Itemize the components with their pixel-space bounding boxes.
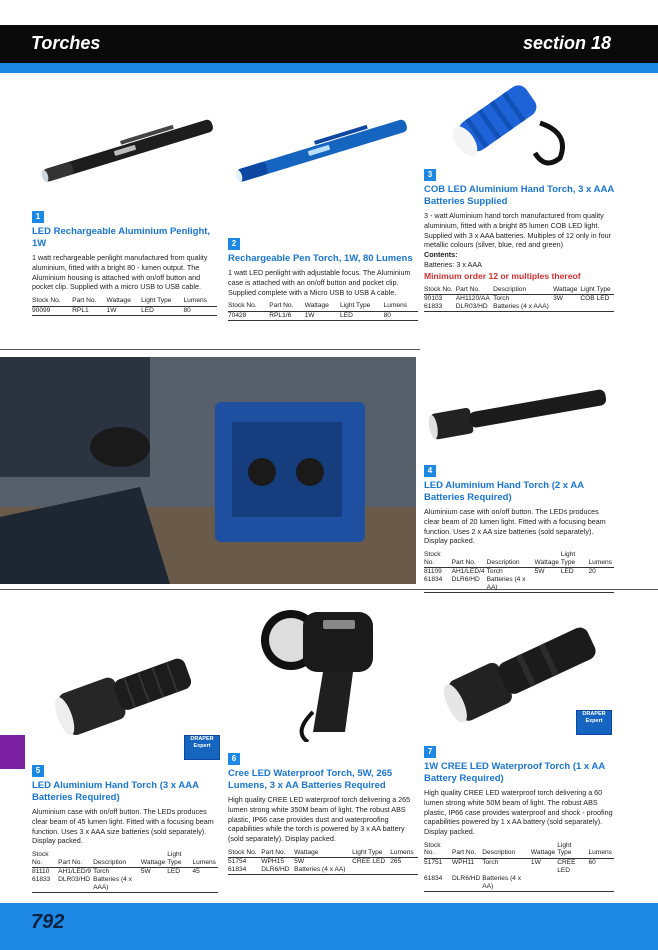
column-header: Lumens: [384, 302, 418, 311]
page-header: [0, 25, 658, 63]
table-cell: [531, 875, 557, 892]
product-3: [424, 164, 614, 312]
product-description: 1 watt LED penlight with adjustable focus. The Aluminium case is attached with an on/off button and pocket clip. Supplied complete with a Micro USB to USB A cable.: [228, 268, 411, 297]
column-header: Lumens: [193, 851, 219, 868]
table-cell: Batteries (4 x AAA): [493, 303, 553, 312]
logo-sub: Expert: [193, 743, 211, 749]
table-cell: CREE LED: [352, 858, 386, 866]
table-cell: LED: [560, 568, 574, 576]
aluminium-torch-3aaa-image: [45, 655, 200, 735]
lifestyle-photo-art: [0, 357, 416, 584]
table-cell: Torch: [493, 295, 510, 303]
column-header: Lumens: [184, 297, 217, 306]
table-row: [32, 868, 218, 877]
table-cell: 80: [384, 311, 418, 320]
header-stripe: [0, 63, 658, 73]
column-header: Wattage: [141, 851, 167, 868]
table-cell: 61834: [424, 576, 452, 593]
table-cell: [141, 876, 167, 893]
table-cell: [589, 875, 615, 892]
lifestyle-photo: [0, 357, 416, 584]
column-header: Light Type: [561, 551, 589, 568]
column-header: Part No.: [261, 849, 294, 858]
table-cell: [557, 875, 588, 892]
column-header: Light Type: [557, 842, 588, 859]
page-footer: [0, 903, 658, 950]
table-cell: WPH11: [452, 858, 475, 866]
product-title: Cree LED Waterproof Torch, 5W, 265 Lumens, 3 x AA Batteries Required: [228, 768, 393, 791]
product-title: LED Rechargeable Aluminium Penlight, 1W: [32, 226, 211, 249]
table-cell: CREE LED: [557, 858, 576, 874]
table-row: [424, 875, 614, 892]
column-header: Light Type: [580, 286, 614, 295]
column-header: Wattage: [553, 286, 580, 295]
product-description: Aluminium case with on/off button. The LEDs produces clear beam of 20 lumen light. Fitted with a focusing beam function. Uses 2 x AA size batteries (sold separately). Display packed.: [424, 507, 606, 546]
column-header: Stock No.: [32, 297, 72, 306]
spec-table: [424, 286, 614, 313]
table-cell: 5W: [140, 868, 151, 876]
table-cell: Batteries (4 x AAA): [93, 876, 141, 893]
column-header: Part No.: [456, 286, 493, 295]
product-title: COB LED Aluminium Hand Torch, 3 x AAA Batteries Supplied: [424, 184, 614, 207]
column-header: Part No.: [452, 551, 487, 568]
divider: [0, 349, 420, 350]
contents-label: Contents:: [424, 250, 458, 260]
logo-sub: Expert: [585, 718, 603, 724]
cree-waterproof-5w-image: [253, 592, 393, 742]
table-cell: [589, 576, 615, 593]
table-row: [32, 306, 217, 315]
table-cell: 60: [588, 858, 596, 866]
product-description: High quality CREE LED waterproof torch delivering a 265 lumen strong white 350M beam of light. The robust ABS plastic, IP66 case provides dust and waterproofing capabilities while the torch is powered by 3 x AA battery (sold separately). Display packed.: [228, 795, 411, 844]
column-header: Stock No.: [424, 286, 456, 295]
table-row: [424, 858, 614, 875]
logo-brand: DRAPER: [190, 736, 214, 742]
column-header: Light Type: [167, 851, 192, 868]
table-cell: Torch: [93, 868, 110, 876]
table-cell: 61833: [424, 303, 456, 312]
table-cell: AH1120/AA: [455, 295, 490, 303]
table-cell: 90099: [32, 306, 72, 315]
table-cell: 5W: [534, 568, 545, 576]
product-description: Aluminium case with on/off button. The LEDs produces clear beam of 45 lumen light. Fitted with a focusing beam function. Uses 3 x AAA size batteries (sold separately). Display packed.: [32, 807, 214, 846]
column-header: Part No.: [269, 302, 304, 311]
column-header: Lumens: [589, 551, 615, 568]
table-cell: DLR6/HD: [261, 866, 294, 875]
table-cell: 51754: [228, 858, 247, 866]
table-cell: RPL1: [72, 306, 106, 315]
column-header: Wattage: [531, 842, 557, 859]
spec-table: [424, 551, 614, 593]
table-cell: LED: [141, 306, 183, 315]
table-cell: 51751: [424, 858, 443, 866]
table-cell: [553, 303, 580, 312]
table-row: [228, 866, 418, 875]
table-cell: 1W: [530, 858, 541, 866]
column-header: Wattage: [294, 849, 352, 858]
product-number-badge: 2: [228, 238, 240, 250]
cob-torch-blue-image: [440, 78, 590, 173]
penlight-blue-image: [222, 115, 422, 185]
table-row: [424, 303, 614, 312]
table-cell: 80: [184, 306, 217, 315]
product-number-badge: 3: [424, 169, 436, 181]
table-cell: [193, 876, 219, 893]
column-header: Description: [482, 842, 531, 859]
column-header: Wattage: [305, 302, 340, 311]
spec-table: [228, 849, 418, 876]
draper-expert-logo: [576, 710, 612, 735]
product-number-badge: 1: [32, 211, 44, 223]
table-cell: [580, 303, 614, 312]
column-header: Part No.: [72, 297, 106, 306]
column-header: Description: [493, 286, 553, 295]
table-cell: Batteries (4 x AA): [482, 875, 531, 892]
column-header: Lumens: [589, 842, 615, 859]
product-number-badge: 5: [32, 765, 44, 777]
table-cell: 265: [390, 858, 402, 866]
table-row: [424, 576, 614, 593]
section-side-tab: [0, 735, 25, 769]
table-row: [32, 876, 218, 893]
column-header: Light Type: [352, 849, 390, 858]
column-header: Description: [93, 851, 141, 868]
product-title: Rechargeable Pen Torch, 1W, 80 Lumens: [228, 253, 413, 264]
table-cell: [167, 876, 192, 893]
product-title: LED Aluminium Hand Torch (3 x AAA Batteries Required): [32, 780, 199, 803]
product-description: High quality CREE LED waterproof torch delivering a 60 lumen strong white 50M beam of light. The robust ABS plastic, IP66 case provides waterproof and shock - proofing capabilities powered by 1 x AA battery (sold separately). Display packed.: [424, 788, 613, 837]
table-cell: DLR6/HD: [452, 576, 487, 593]
draper-expert-logo: [184, 735, 220, 760]
table-cell: 61834: [424, 875, 452, 892]
minimum-order-warning: Minimum order 12 or multiples thereof: [424, 270, 581, 281]
table-cell: DLR6/HD: [452, 875, 482, 892]
logo-brand: DRAPER: [582, 711, 606, 717]
column-header: Stock No.: [32, 851, 58, 868]
spec-table: [424, 842, 614, 892]
table-cell: [535, 576, 561, 593]
penlight-black-image: [28, 115, 228, 185]
table-cell: 1W: [305, 311, 340, 320]
column-header: Wattage: [535, 551, 561, 568]
product-description: 1 watt rechargeable penlight manufactured from quality aluminium, fitted with a bright 80 - lumen output. The Aluminium housing is attached with on/off button and pocket clip. Supplied with a micro USB to USB cable.: [32, 253, 208, 292]
table-cell: DLR03/HD: [456, 303, 493, 312]
table-row: [424, 568, 614, 577]
column-header: Stock No.: [424, 551, 452, 568]
section-title: Torches: [31, 33, 101, 53]
table-cell: [561, 576, 589, 593]
product-number-badge: 7: [424, 746, 436, 758]
table-cell: 5W: [294, 858, 305, 866]
table-cell: 20: [588, 568, 596, 576]
product-title: LED Aluminium Hand Torch (2 x AA Batteries Required): [424, 480, 584, 503]
column-header: Light Type: [141, 297, 183, 306]
table-row: [228, 311, 418, 320]
column-header: Stock No.: [424, 842, 452, 859]
table-cell: DLR03/HD: [58, 876, 93, 893]
product-4: [424, 460, 614, 593]
page-number: 792: [31, 911, 65, 933]
table-cell: [390, 866, 418, 875]
column-header: Stock No.: [228, 849, 261, 858]
table-row: [424, 295, 614, 304]
product-6: [228, 748, 418, 875]
table-cell: 81109: [424, 568, 442, 576]
table-cell: Batteries (4 x AA): [294, 866, 352, 875]
spec-table: [32, 297, 217, 316]
section-number: section 18: [522, 33, 611, 53]
table-cell: LED: [340, 311, 384, 320]
product-7: [424, 741, 614, 892]
product-5: [32, 760, 218, 893]
table-cell: Torch: [486, 568, 503, 576]
product-number-badge: 6: [228, 753, 240, 765]
table-cell: WPH15: [261, 858, 284, 866]
product-description: 3 - watt Aluminium hand torch manufactured from quality aluminium, fitted with a bright 85 lumen COB LED light. Supplied with 3 x AAA batteries. Multiples of 12 only in four metallic colours (silver, blue, red and green): [424, 211, 611, 250]
spec-table: [228, 302, 418, 321]
column-header: Light Type: [340, 302, 384, 311]
table-cell: Batteries (4 x AA): [487, 576, 535, 593]
table-cell: 3W: [553, 295, 563, 303]
table-row: [228, 858, 418, 867]
spec-table: [32, 851, 218, 893]
table-cell: 1W: [107, 306, 142, 315]
table-cell: 81110: [32, 868, 50, 876]
table-cell: LED: [167, 868, 181, 876]
table-cell: 61834: [228, 866, 261, 875]
cree-waterproof-1w-image: [428, 622, 608, 722]
table-cell: 70428: [228, 311, 269, 320]
column-header: Part No.: [452, 842, 482, 859]
table-cell: 90103: [424, 295, 443, 303]
product-title: 1W CREE LED Waterproof Torch (1 x AA Battery Required): [424, 761, 605, 784]
aluminium-torch-2aa-image: [423, 385, 613, 440]
table-cell: COB LED: [580, 295, 610, 303]
table-cell: Torch: [482, 858, 499, 866]
table-cell: AH1/LED/9: [58, 868, 92, 876]
column-header: Description: [487, 551, 535, 568]
column-header: Part No.: [58, 851, 93, 868]
table-cell: 45: [192, 868, 200, 876]
table-cell: RPL1/6: [269, 311, 304, 320]
table-cell: AH1/LED/4: [451, 568, 485, 576]
column-header: Wattage: [107, 297, 142, 306]
product-2: [228, 233, 418, 321]
table-cell: 61833: [32, 876, 58, 893]
column-header: Lumens: [390, 849, 418, 858]
column-header: Stock No.: [228, 302, 269, 311]
product-1: [32, 206, 217, 316]
table-cell: [352, 866, 390, 875]
product-number-badge: 4: [424, 465, 436, 477]
contents-text: Batteries: 3 x AAA: [424, 259, 482, 269]
